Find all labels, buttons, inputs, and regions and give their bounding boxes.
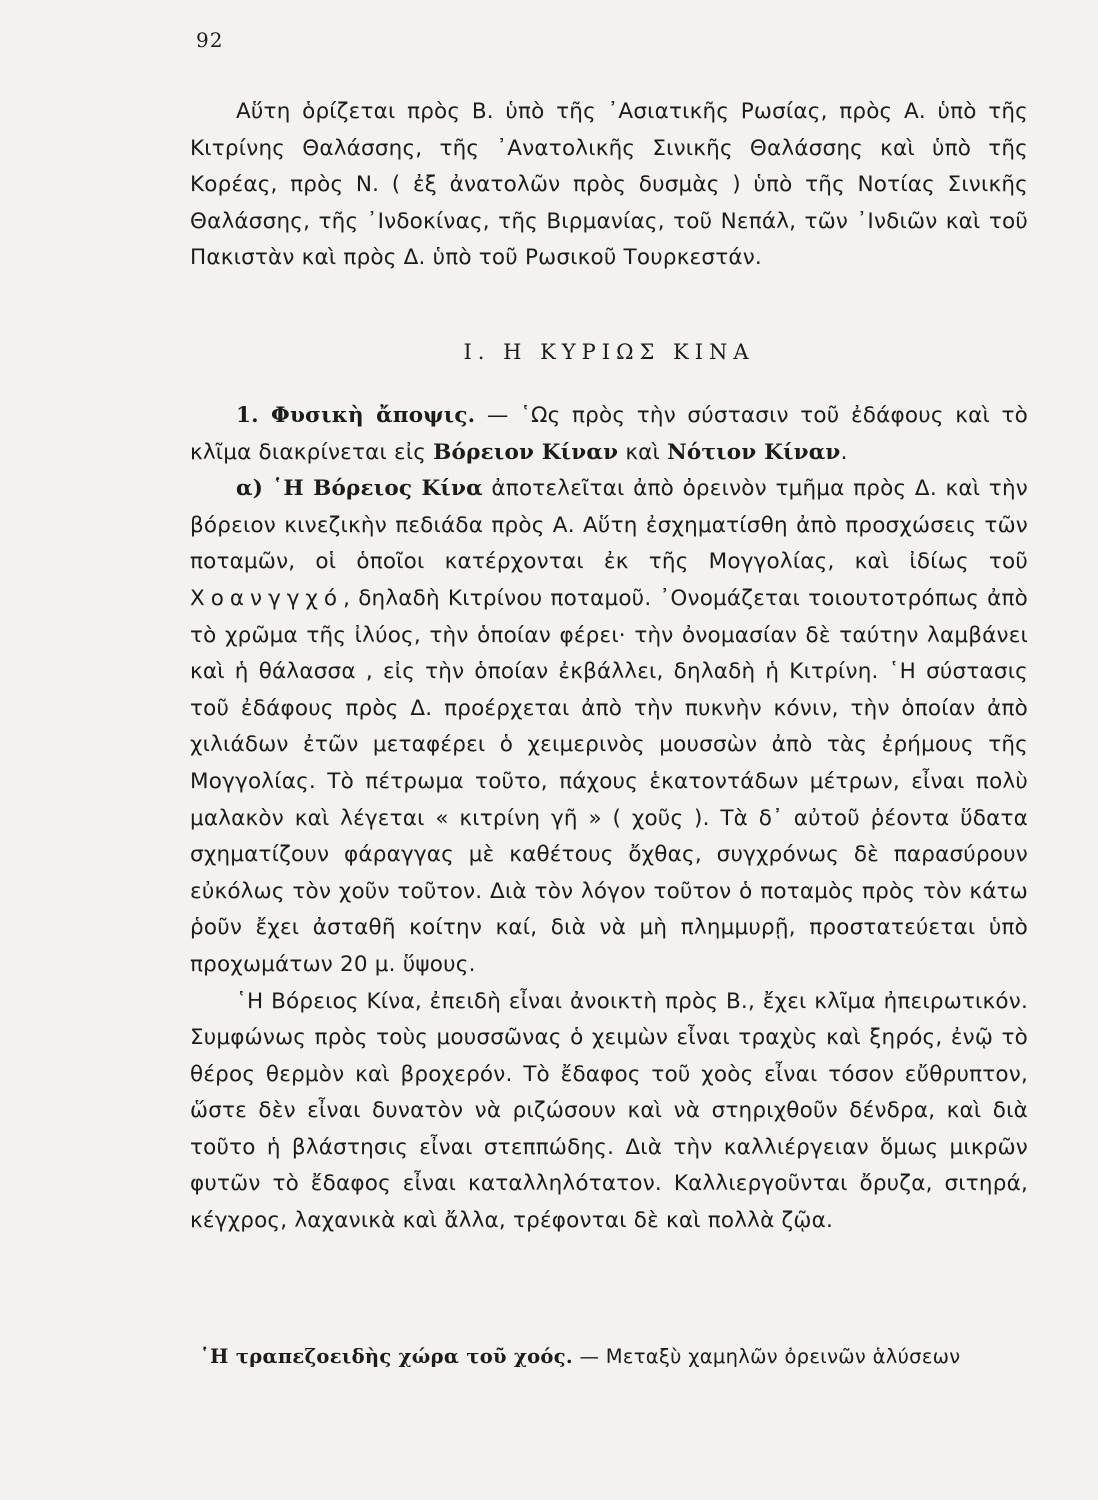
main-text <box>190 398 1028 1240</box>
north-china-text-a: ἀποτελεῖται ἀπὸ ὀρεινὸν τμῆμα πρὸς Δ. καὶ τὴν βόρειον κινεζικὴν πεδιάδα πρὸς Α. Αὕτη ἐσχηματίσθη ἀπὸ προσχώσεις τῶν ποταμῶν, οἱ ὁποῖοι κατέρχονται ἐκ τῆς Μογγολίας, καὶ ἰδίως τοῦ <box>190 476 1028 575</box>
physical-aspect-text-c: . <box>840 439 848 465</box>
physical-aspect-text-b: καὶ <box>618 439 668 465</box>
loess-caption <box>200 1342 1030 1372</box>
south-china-term: Νότιον Κίναν <box>667 439 841 465</box>
physical-aspect-heading: 1. Φυσικὴ ἄποψις. <box>236 403 476 428</box>
physical-aspect-paragraph <box>190 398 1028 471</box>
north-china-label: α) ῾Η Βόρειος Κίνα <box>236 476 483 502</box>
climate-paragraph: ῾Η Βόρειος Κίνα, ἐπειδὴ εἶναι ἀνοικτὴ πρὸς Β., ἔχει κλῖμα ἠπειρωτικόν. Συμφώνως πρὸς τοὺς μουσσῶνας ὁ χειμὼν εἶναι τραχὺς καὶ ξηρός, ἐνῷ τὸ θέρος θερμὸν καὶ βροχερόν. Τὸ ἔδαφος τοῦ χοὸς εἶναι τόσον εὔθρυπτον, ὥστε δὲν εἶναι δυνατὸν νὰ ριζώσουν καὶ νὰ στηριχθοῦν δένδρα, καὶ διὰ τοῦτο ἡ βλάστησις εἶναι στεππώδης. Διὰ τὴν καλλιέργειαν ὅμως μικρῶν φυτῶν τὸ ἔδαφος εἶναι καταλληλότατον. Καλλιεργοῦνται ὄρυζα, σιτηρά, κέγχρος, λαχανικὰ καὶ ἄλλα, τρέφονται δὲ καὶ πολλὰ ζῷα. <box>190 988 1028 1234</box>
north-china-paragraph <box>190 471 1028 983</box>
caption-text: — Μεταξὺ χαμηλῶν ὀρεινῶν ἁλύσεων <box>572 1345 961 1368</box>
river-name: Χοανγγχό <box>190 585 344 611</box>
intro-text: Αὕτη ὁρίζεται πρὸς Β. ὑπὸ τῆς ᾿Ασιατικῆς Ρωσίας, πρὸς Α. ὑπὸ τῆς Κιτρίνης Θαλάσσης, τῆς ᾿Ανατολικῆς Σινικῆς Θαλάσσης καὶ ὑπὸ τῆς Κορέας, πρὸς Ν. ( ἐξ ἀνατολῶν πρὸς δυσμὰς ) ὑπὸ τῆς Νοτίας Σινικῆς Θαλάσσης, τῆς ᾿Ινδοκίνας, τῆς Βιρμανίας, τοῦ Νεπάλ, τῶν ᾿Ινδιῶν καὶ τοῦ Πακιστὰν καὶ πρὸς Δ. ὑπὸ τοῦ Ρωσικοῦ Τουρκεστάν. <box>190 99 1028 271</box>
page-number: 92 <box>196 28 224 52</box>
section-heading: I. Η ΚΥΡΙΩΣ ΚΙΝΑ <box>463 340 755 364</box>
physical-aspect-text-a: — ῾Ως πρὸς τὴν σύστασιν τοῦ ἐδάφους καὶ τὸ κλῖμα διακρίνεται εἰς <box>190 403 1028 465</box>
north-china-term: Βόρειον Κίναν <box>433 439 619 465</box>
intro-paragraph <box>190 94 1028 277</box>
caption-heading: ῾Η τραπεζοειδὴς χώρα τοῦ χοός. <box>200 1345 573 1368</box>
north-china-text-b: , δηλαδὴ Κιτρίνου ποταμοῦ. ᾿Ονομάζεται τοιουτοτρόπως ἀπὸ τὸ χρῶμα τῆς ἰλύος, τὴν ὁποίαν φέρει· τὴν ὀνομασίαν δὲ ταύτην λαμβάνει καὶ ἡ θάλασσα , εἰς τὴν ὁποίαν ἐκβάλλει, δηλαδὴ ἡ Κιτρίνη. ῾Η σύστασις τοῦ ἐδάφους πρὸς Δ. προέρχεται ἀπὸ τὴν πυκνὴν κόνιν, τὴν ὁποίαν ἀπὸ χιλιάδων ἐτῶν μεταφέρει ὁ χειμερινὸς μουσσὼν ἀπὸ τὰς ἐρήμους τῆς Μογγολίας. Τὸ πέτρωμα τοῦτο, πάχους ἑκατοντάδων μέτρων, εἶναι πολὺ μαλακὸν καὶ λέγεται « κιτρίνη γῆ » ( χοῦς ). Τὰ δ᾿ αὐτοῦ ῥέοντα ὕδατα σχηματίζουν φάραγγας μὲ καθέτους ὄχθας, συγχρόνως δὲ παρασύρουν εὐκόλως τὸν χοῦν τοῦτον. Διὰ τὸν λόγον τοῦτον ὁ ποταμὸς πρὸς τὸν κάτω ῥοῦν ἔχει ἀσταθῆ κοίτην καί, διὰ νὰ μὴ πλημμυρῇ, προστατεύεται ὑπὸ προχωμάτων 20 μ. ὕψους. <box>190 585 1028 977</box>
